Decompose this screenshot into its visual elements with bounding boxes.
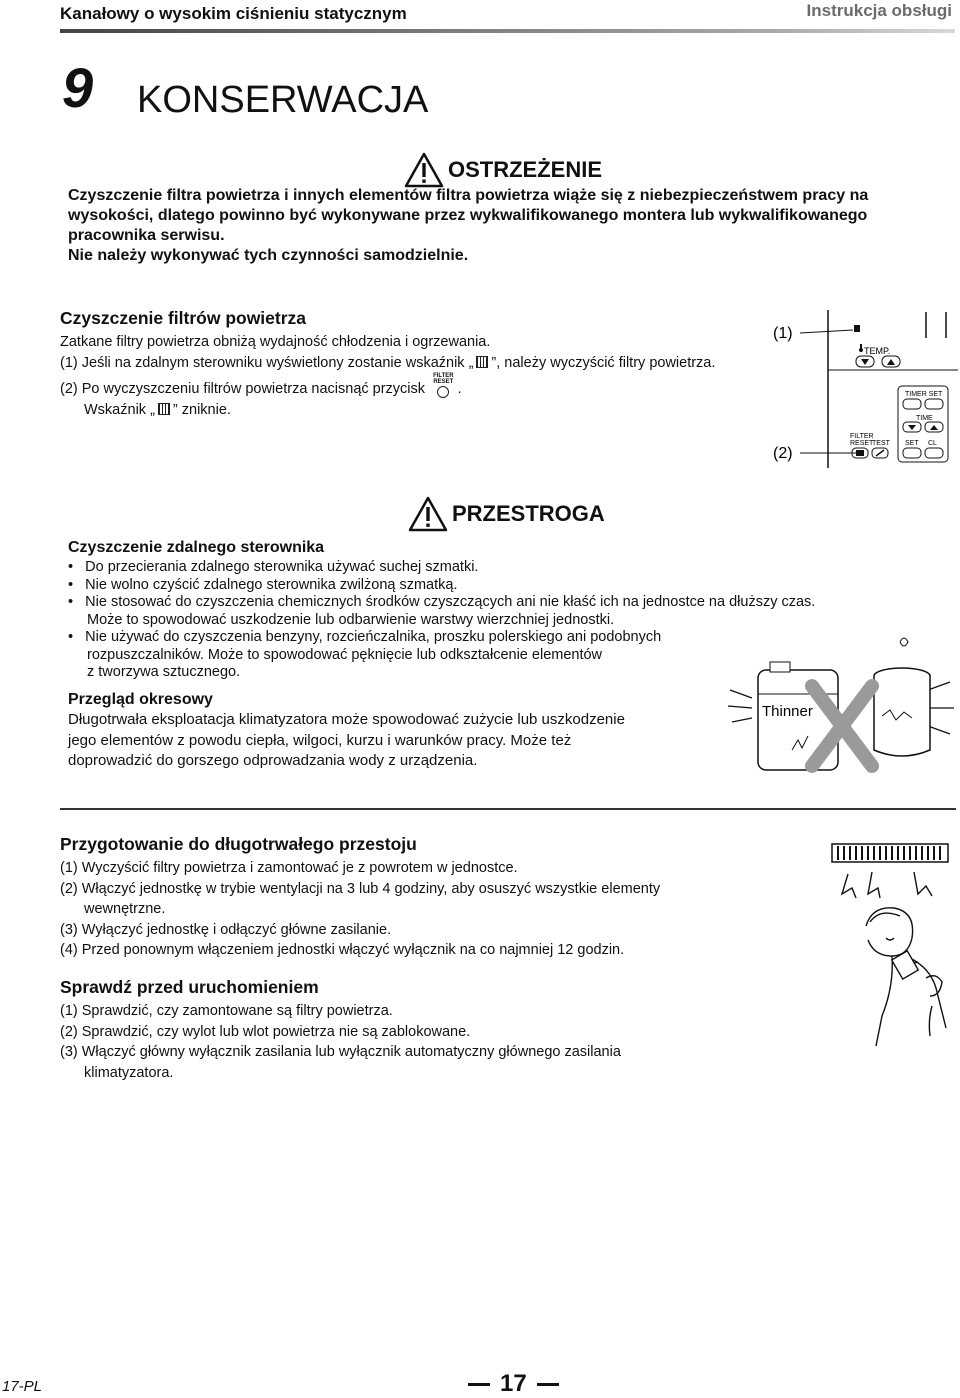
periodic-line: doprowadzić do gorszego odprowadzania wody z urządzenia. (68, 752, 478, 769)
timer-set-label: TIMER SET (905, 391, 943, 398)
periodic-line: jego elementów z powodu ciepła, wilgoci, kurzu i warunków pracy. Może też (68, 731, 572, 749)
callout-1-label: (1) (773, 325, 793, 342)
filter-indicator-icon (158, 403, 170, 415)
idle-heading: Przygotowanie do długotrwałego przestoju (60, 834, 417, 854)
caution-title-text: PRZESTROGA (452, 501, 605, 526)
filters-item-2: (2) Po wyczyszczeniu filtrów powietrza nacisnąć przycisk FILTER RESET . (60, 373, 462, 397)
check-item: (3) Włączyć główny wyłącznik zasilania lub wyłącznik automatyczny głównego zasilania (60, 1044, 621, 1060)
warning-text (68, 186, 958, 266)
chapter-number: 9 (62, 56, 94, 119)
section-divider (60, 808, 956, 810)
warning-line: Nie należy wykonywać tych czynności samodzielnie. (68, 247, 469, 264)
cl-label: CL (928, 440, 937, 447)
header-rule (60, 29, 955, 33)
caution-bullet: • Nie wolno czyścić zdalnego sterownika zwilżoną szmatką. (68, 576, 458, 593)
caution-bullet-cont: z tworzywa sztucznego. (87, 664, 241, 680)
filter-reset-button-icon: FILTER RESET (433, 373, 454, 398)
footer-code: 17-PL (2, 1378, 43, 1395)
filters-text (60, 332, 740, 420)
caution-bullet-cont: Może to spowodować uszkodzenie lub odbarwienie warstwy wierzchniej jednostki. (87, 611, 615, 628)
filters-item-2-cont: Wskaźnik „ ” zniknie. (84, 401, 231, 418)
callout-2-label: (2) (773, 445, 793, 462)
warning-line: Czyszczenie filtra powietrza i innych elementów filtra powietrza wiąże się z niebezpieczeństwem pracy na (68, 187, 869, 204)
caution-bullet-cont: rozpuszczalników. Może to spowodować pęknięcie lub odkształcenie elementów (87, 646, 603, 663)
filter-indicator-icon (476, 356, 488, 368)
idle-item: (4) Przed ponownym włączeniem jednostki włączyć wyłącznik na co najmniej 12 godzin. (60, 942, 625, 958)
periodic-heading: Przegląd okresowy (68, 691, 213, 708)
filter-label: FILTER (850, 433, 874, 440)
caution-bullet: • Nie używać do czyszczenia benzyny, rozcieńczalnika, proszku polerskiego ani podobnych (68, 629, 662, 645)
set-label: SET (905, 440, 919, 447)
check-item: (2) Sprawdzić, czy wylot lub wlot powietrza nie są zablokowane. (60, 1023, 471, 1040)
filters-heading: Czyszczenie filtrów powietrza (60, 308, 307, 328)
periodic-text (68, 710, 728, 772)
temp-label: TEMP. (864, 346, 891, 356)
check-heading: Sprawdź przed uruchomieniem (60, 977, 319, 997)
check-item-cont: klimatyzatora. (84, 1064, 174, 1081)
warning-title (404, 152, 602, 188)
remote-controller-illustration (768, 308, 958, 478)
warning-triangle-icon (404, 152, 444, 188)
footer-page-number: 17 (468, 1370, 559, 1398)
caution-triangle-icon (408, 496, 448, 532)
idle-item-cont: wewnętrzne. (84, 901, 166, 917)
chapter-title: KONSERWACJA (137, 79, 429, 121)
filters-intro: Zatkane filtry powietrza obniżą wydajność chłodzenia i ogrzewania. (60, 334, 491, 350)
time-label: TIME (916, 415, 933, 422)
caution-bullet: • Do przecierania zdalnego sterownika używać suchej szmatki. (68, 559, 479, 575)
idle-item: (2) Włączyć jednostkę w trybie wentylacji na 3 lub 4 godziny, aby osuszyć wszystkie elementy (60, 880, 661, 897)
caution-bullet: • Nie stosować do czyszczenia chemicznych środków czyszczących ani nie kłaść ich na jednostce na dłuższy czas. (68, 594, 816, 610)
header-manual-type: Instrukcja obsługi (806, 1, 952, 20)
periodic-line: Długotrwała eksploatacja klimatyzatora może spowodować zużycie lub uszkodzenie (68, 711, 625, 728)
caution-title (408, 496, 605, 532)
header-doc-title: Kanałowy o wysokim ciśnieniu statycznym (60, 4, 407, 23)
idle-item: (1) Wyczyścić filtry powietrza i zamontować je z powrotem w jednostce. (60, 860, 518, 876)
test-label: TEST (872, 440, 890, 447)
chemicals-prohibited-illustration (722, 630, 958, 780)
check-list (60, 1001, 750, 1083)
thinner-label: Thinner (762, 703, 813, 720)
person-cleaning-filter-illustration (826, 838, 960, 1050)
warning-line: pracownika serwisu. (68, 227, 225, 244)
warning-line: wysokości, dlatego powinno być wykonywane przez wykwalifikowanego montera lub wykwalifikowanego (68, 207, 868, 224)
check-item: (1) Sprawdzić, czy zamontowane są filtry powietrza. (60, 1003, 393, 1019)
reset-label: RESET (850, 440, 874, 447)
idle-item: (3) Wyłączyć jednostkę i odłączyć główne zasilanie. (60, 921, 392, 938)
remote-clean-heading: Czyszczenie zdalnego sterownika (68, 539, 325, 556)
warning-title-text: OSTRZEŻENIE (448, 157, 603, 182)
filters-item-1: (1) Jeśli na zdalnym sterowniku wyświetlony zostanie wskaźnik „ ”, należy wyczyścić filtry powietrza. (60, 354, 716, 371)
idle-list (60, 858, 750, 961)
